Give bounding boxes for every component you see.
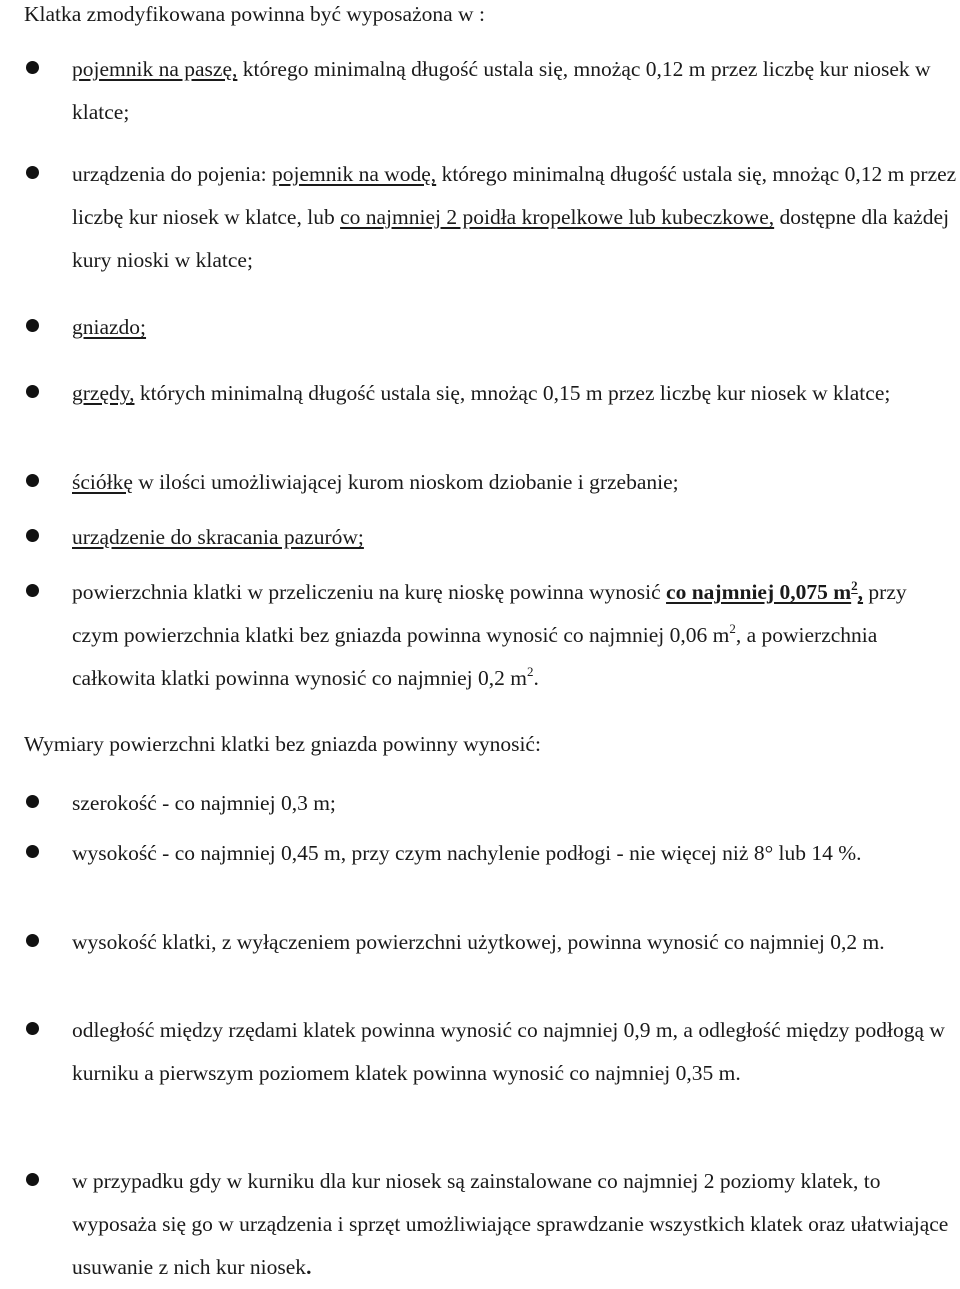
bullet-icon [26, 474, 39, 487]
bullet-icon [26, 584, 39, 597]
item-text [72, 925, 958, 959]
text-run: pojemnik na paszę, [72, 57, 238, 81]
item-text [72, 520, 958, 554]
text-run: , a powierzchnia całkowita klatki powinna wynosić co najmniej 0,2 m [72, 623, 878, 690]
bullet-icon [26, 934, 39, 947]
text-run: odległość między rzędami klatek powinna wynosić co najmniej 0,9 m, a odległość między podłogą w kurniku a pierwszym poziomem klatek powinna wynosić co najmniej 0,35 m. [72, 1018, 945, 1085]
item-text [72, 376, 958, 410]
item-text [72, 48, 958, 134]
bullet-icon [26, 845, 39, 858]
list-item [26, 376, 958, 410]
item-text [72, 153, 958, 282]
text-run: co najmniej 2 poidła kropelkowe lub kubeczkowe, [340, 205, 775, 229]
item-text [72, 571, 958, 700]
bullet-icon [26, 1173, 39, 1186]
text-run: powierzchnia klatki w przeliczeniu na kurę nioskę powinna wynosić [72, 580, 667, 604]
list-item [26, 925, 958, 959]
list-item [26, 786, 958, 820]
text-run: którego minimalną długość ustala się, mnożąc 0,12 m przez liczbę kur niosek w klatce; [72, 57, 931, 124]
item-text [72, 1160, 958, 1289]
list-item [26, 153, 958, 282]
text-run: w ilości umożliwiającej kurom nioskom dziobanie i grzebanie; [132, 470, 679, 494]
text-run: , [857, 580, 864, 604]
item-text [72, 786, 958, 820]
item-text [72, 836, 958, 870]
text-run: dostępne dla każdej kury nioski w klatce; [72, 205, 950, 272]
text-run: . [533, 666, 539, 690]
bullet-icon [26, 385, 39, 398]
text-run: pojemnik na wodę, [271, 162, 437, 186]
bullet-icon [26, 166, 39, 179]
text-run: grzędy, [72, 381, 135, 405]
list-item [26, 836, 958, 870]
list-item [26, 465, 958, 499]
text-run: wysokość - co najmniej 0,45 m, przy czym nachylenie podłogi - nie więcej niż 8° lub 14 %. [72, 841, 862, 865]
text-run: ściółkę [72, 470, 133, 494]
text-run: gniazdo; [72, 315, 147, 339]
bullet-icon [26, 319, 39, 332]
intro-text: Klatka zmodyfikowana powinna być wyposażona w : [24, 2, 485, 26]
list-item [26, 571, 958, 700]
list-item [26, 1009, 958, 1095]
text-run: którego minimalną długość ustala się, mnożąc 0,12 m przez liczbę kur niosek w klatce, lub [72, 162, 957, 229]
superscript: 2 [527, 664, 534, 679]
superscript: 2 [851, 578, 858, 593]
bullet-icon [26, 795, 39, 808]
text-run: szerokość - co najmniej 0,3 m; [72, 791, 336, 815]
list-item [26, 306, 958, 349]
list-item [26, 520, 958, 554]
list-item [26, 48, 958, 134]
text-run: przy czym powierzchnia klatki bez gniazda powinna wynosić co najmniej 0,06 m [72, 580, 907, 647]
bullet-icon [26, 529, 39, 542]
bullet-icon [26, 61, 39, 74]
text-run: . [306, 1255, 312, 1279]
item-text [72, 1009, 958, 1095]
text-run: których minimalną długość ustala się, mnożąc 0,15 m przez liczbę kur niosek w klatce; [134, 381, 891, 405]
item-text [72, 306, 958, 349]
bullet-icon [26, 1022, 39, 1035]
text-run: wysokość klatki, z wyłączeniem powierzchni użytkowej, powinna wynosić co najmniej 0,2 m. [72, 930, 885, 954]
text-run: urządzenia do pojenia: [72, 162, 272, 186]
superscript: 2 [729, 621, 736, 636]
text-run: urządzenie do skracania pazurów; [72, 525, 364, 549]
dimensions-heading: Wymiary powierzchni klatki bez gniazda powinny wynosić: [24, 732, 541, 756]
text-run: co najmniej 0,075 m [666, 580, 852, 604]
list-item [26, 1160, 958, 1289]
item-text [72, 465, 958, 499]
text-run: w przypadku gdy w kurniku dla kur niosek są zainstalowane co najmniej 2 poziomy klatek, to wyposaża się go w urządzenia i sprzęt umożliwiające sprawdzanie wszystkich klatek oraz ułatwiające usuwanie z nich kur niosek [72, 1169, 949, 1279]
